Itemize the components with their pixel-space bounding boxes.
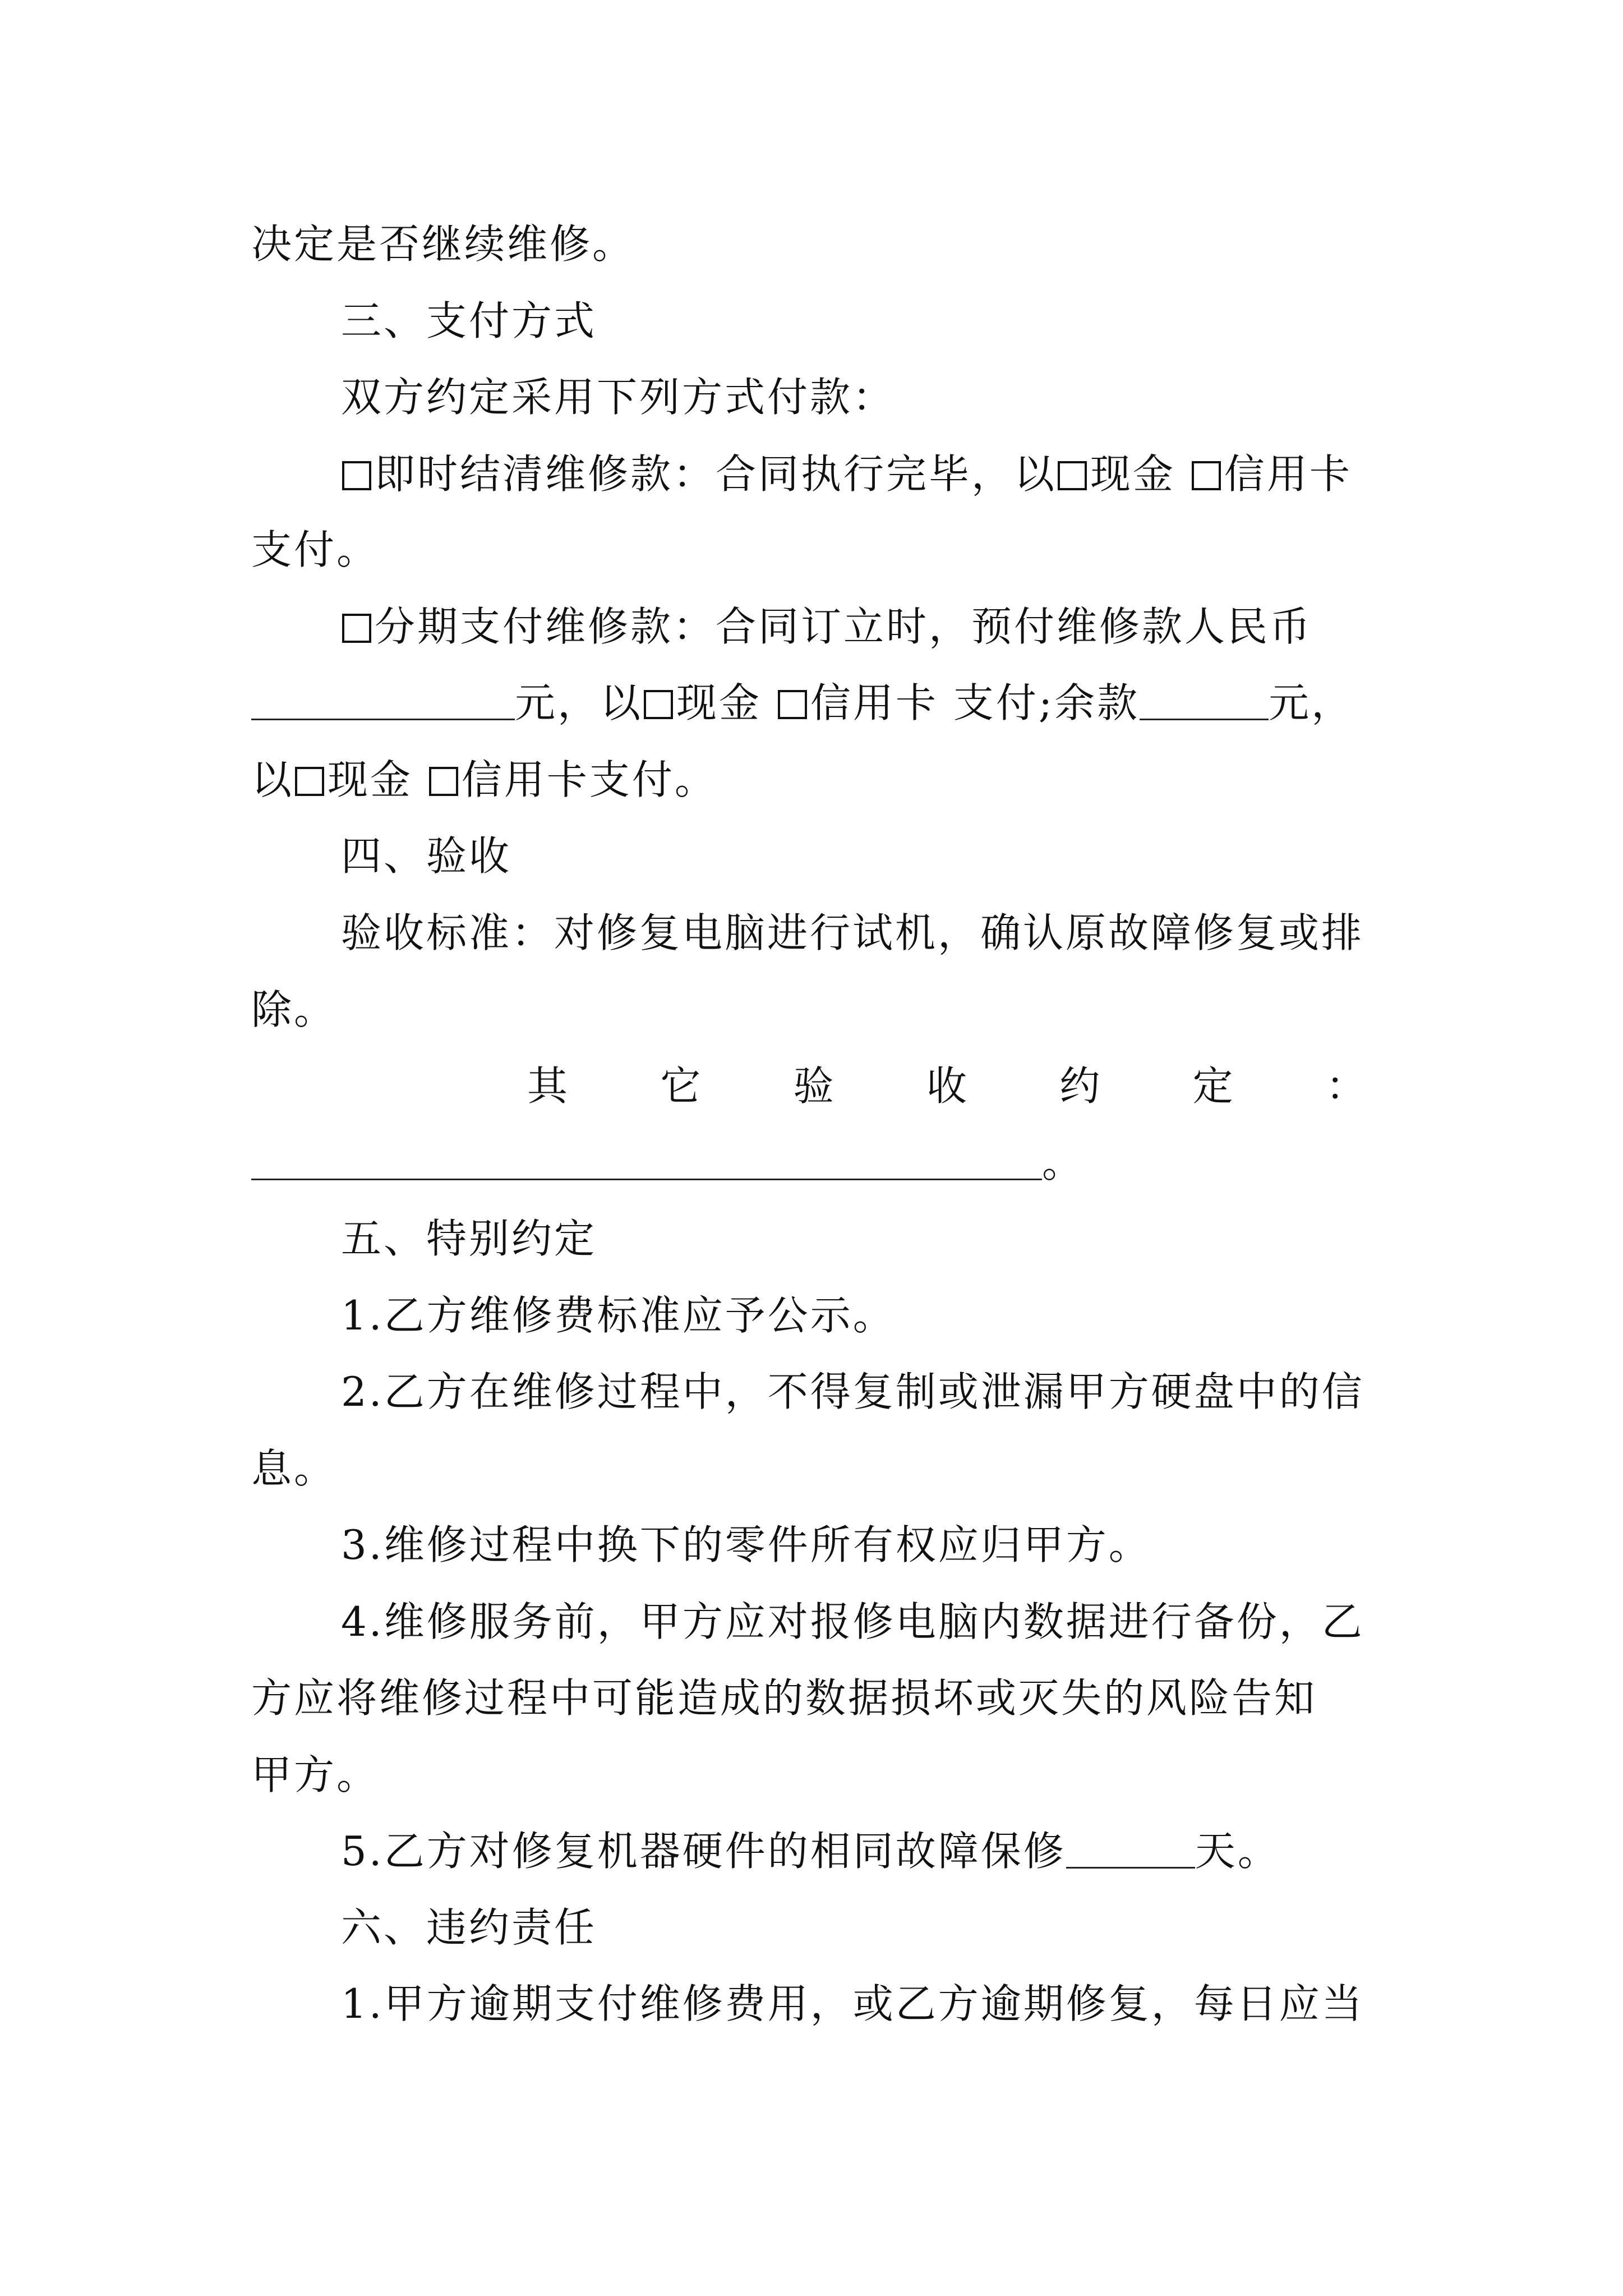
section-heading-special: 五、特别约定 [341, 1215, 597, 1262]
blank-balance-amount[interactable] [1140, 678, 1269, 720]
blank-other-acceptance[interactable] [251, 1138, 1042, 1180]
paragraph-line: 方应将维修过程中可能造成的数据损坏或灭失的风险告知 [251, 1674, 1317, 1722]
installment-line-2: 元，以 现金 信用卡 支付;余款 元， [251, 675, 1386, 731]
paragraph-line: 支付。 [251, 526, 380, 573]
paragraph-line: 验收标准：对修复电脑进行试机，确认原故障修复或排 [341, 909, 1364, 956]
paragraph-line: 1.乙方维修费标准应予公示。 [341, 1292, 896, 1339]
checkbox-installment[interactable] [342, 614, 371, 643]
other-acceptance-label: 其 它 验 收 约 定 ： [527, 1062, 1368, 1110]
paragraph-line: 除。 [251, 986, 337, 1033]
checkbox-credit-card-2[interactable] [778, 690, 807, 719]
warranty-line: 5.乙方对修复机器硬件的相同故障保修 天。 [341, 1828, 1280, 1875]
checkbox-credit-card-3[interactable] [429, 767, 458, 796]
paragraph-line: 双方约定采用下列方式付款： [341, 374, 896, 421]
paragraph-line: 甲方。 [251, 1751, 380, 1798]
paragraph-line: 决定是否继续维修。 [251, 220, 635, 268]
checkbox-cash-2[interactable] [644, 690, 673, 719]
section-heading-acceptance: 四、验收 [341, 832, 512, 880]
checkbox-cash-1[interactable] [1058, 461, 1087, 490]
checkbox-credit-card-1[interactable] [1192, 461, 1221, 490]
blank-prepay-amount[interactable] [251, 678, 515, 720]
installment-line-3: 以 现金 信用卡支付。 [251, 756, 717, 803]
paragraph-line: 4.维修服务前，甲方应对报修电脑内数据进行备份，乙 [341, 1598, 1364, 1645]
paragraph-line: 1.甲方逾期支付维修费用，或乙方逾期修复，每日应当 [341, 1980, 1364, 2027]
paragraph-line: 息。 [251, 1445, 337, 1492]
checkbox-immediate[interactable] [342, 461, 371, 490]
checkbox-cash-3[interactable] [295, 767, 324, 796]
section-heading-liability: 六、违约责任 [341, 1904, 597, 1951]
payment-option-installment: 分期支付维修款：合同订立时，预付维修款人民币 [341, 599, 1386, 655]
paragraph-line: 2.乙方在维修过程中，不得复制或泄漏甲方硬盘中的信 [341, 1368, 1364, 1415]
other-acceptance-blank-line: 。 [251, 1135, 1386, 1191]
blank-warranty-days[interactable] [1066, 1826, 1195, 1869]
section-heading-payment: 三、支付方式 [341, 297, 597, 344]
payment-option-immediate: 即时结清维修款：合同执行完毕，以 现金 信用卡 [341, 446, 1386, 502]
paragraph-line: 3.维修过程中换下的零件所有权应归甲方。 [341, 1521, 1151, 1568]
